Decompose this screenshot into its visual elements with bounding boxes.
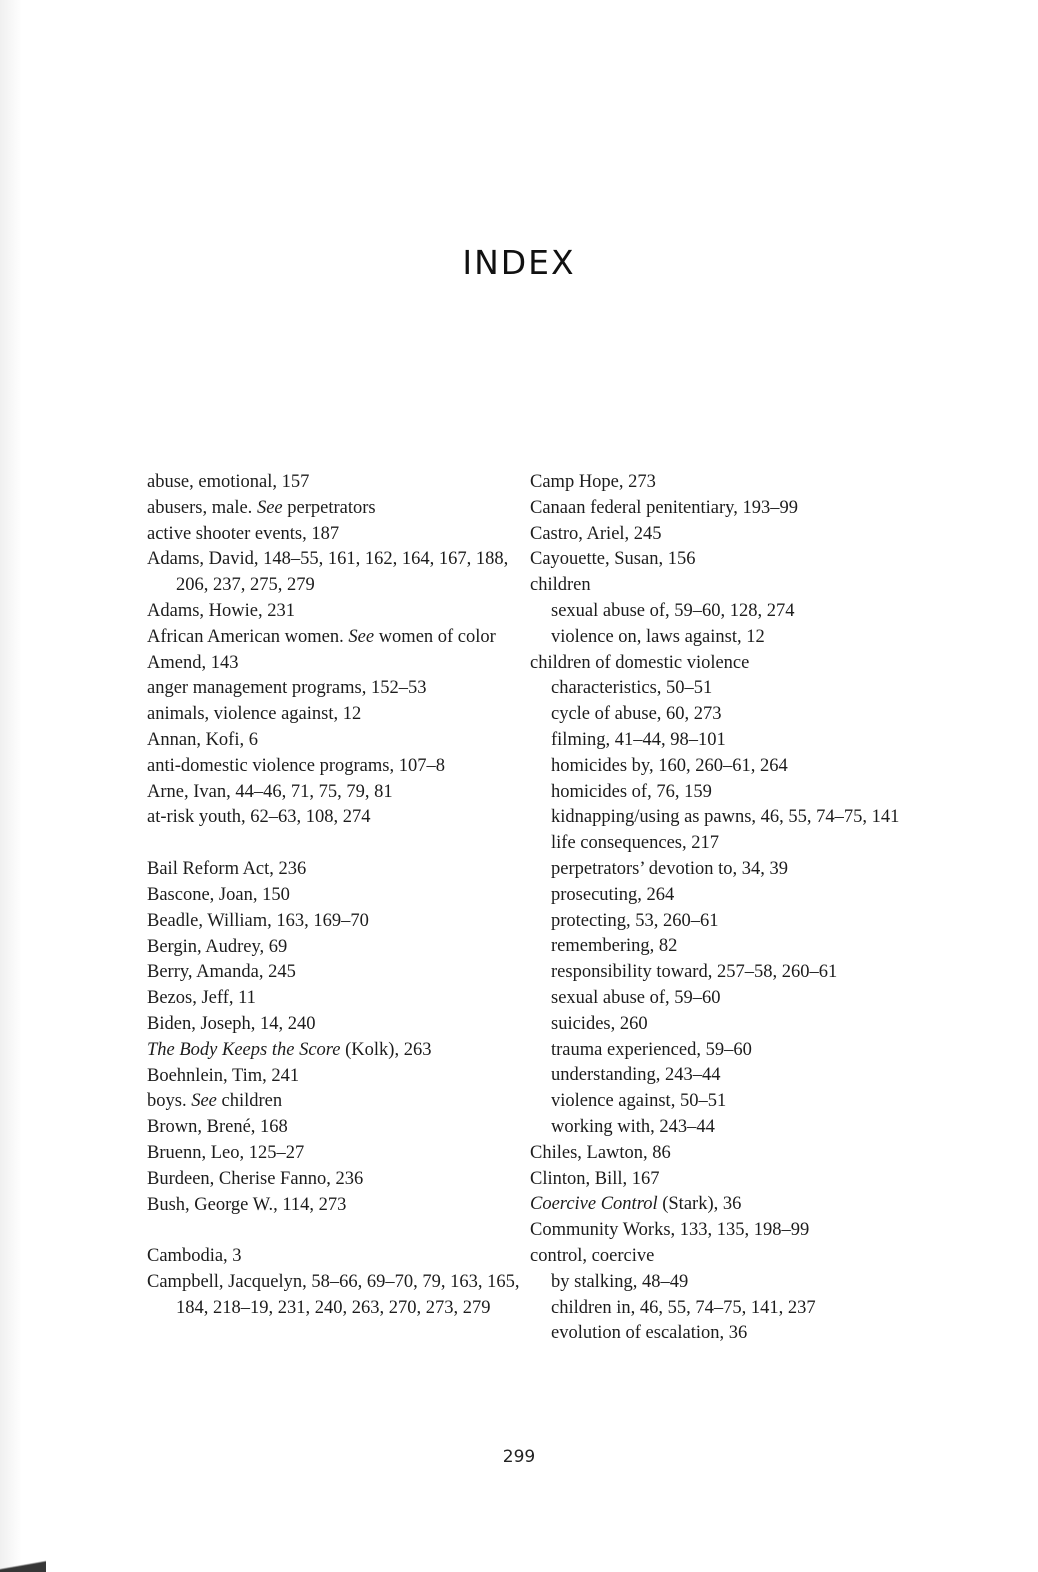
entry-text: African American women. — [147, 626, 349, 647]
scan-corner-mark — [0, 1554, 46, 1572]
index-entry: Boehnlein, Tim, 241 — [147, 1065, 300, 1086]
book-title: The Body Keeps the Score — [147, 1039, 341, 1060]
index-entry: Cayouette, Susan, 156 — [530, 549, 696, 570]
index-entry: Adams, David, 148–55, 161, 162, 164, 167, 188, 206, 237, 275, 279 — [147, 549, 509, 596]
index-entry: Campbell, Jacquelyn, 58–66, 69–70, 79, 163, 165, 184, 218–19, 231, 240, 263, 270, 273, 279 — [147, 1272, 520, 1318]
index-subentry: protecting, 53, 260–61 — [551, 910, 719, 931]
entry-text: (Kolk), 263 — [340, 1039, 432, 1060]
index-entry — [147, 496, 527, 522]
index-subentry: understanding, 243–44 — [551, 1065, 721, 1086]
index-subentry: perpetrators’ devotion to, 34, 39 — [551, 858, 789, 879]
index-entry: anti-domestic violence programs, 107–8 — [147, 755, 445, 776]
index-entry: Beadle, William, 163, 169–70 — [147, 910, 369, 931]
entry-text: perpetrators — [282, 497, 376, 518]
index-entry: Chiles, Lawton, 86 — [530, 1142, 671, 1163]
see-reference: See — [256, 497, 283, 518]
index-entry: Annan, Kofi, 6 — [147, 729, 258, 750]
index-entry: children of domestic violence — [530, 652, 750, 673]
index-entry: Arne, Ivan, 44–46, 71, 75, 79, 81 — [147, 781, 393, 802]
book-title: Coercive Control — [530, 1194, 658, 1215]
index-entry: Berry, Amanda, 245 — [147, 962, 296, 983]
index-entry — [147, 1038, 527, 1064]
index-subentry: homicides by, 160, 260–61, 264 — [551, 755, 788, 776]
index-subentry: remembering, 82 — [551, 936, 678, 957]
entry-text: abusers, male. — [147, 497, 257, 518]
index-subentry: children in, 46, 55, 74–75, 141, 237 — [551, 1297, 816, 1318]
index-entry: Castro, Ariel, 245 — [530, 523, 662, 544]
page-title: INDEX — [462, 243, 576, 282]
index-entry: Biden, Joseph, 14, 240 — [147, 1013, 316, 1034]
index-entry: abuse, emotional, 157 — [147, 472, 310, 492]
index-entry: Cambodia, 3 — [147, 1246, 242, 1267]
entry-text: (Stark), 36 — [657, 1194, 742, 1215]
index-entry — [530, 1192, 930, 1218]
index-subentry: violence on, laws against, 12 — [551, 626, 765, 647]
index-entry: Burdeen, Cherise Fanno, 236 — [147, 1168, 364, 1189]
entry-text: children — [216, 1091, 283, 1112]
index-entry: Adams, Howie, 231 — [147, 600, 295, 621]
entry-text: boys. — [147, 1091, 192, 1112]
index-subentry: evolution of escalation, 36 — [551, 1323, 748, 1344]
index-subentry: cycle of abuse, 60, 273 — [551, 704, 722, 725]
index-entry: Bezos, Jeff, 11 — [147, 988, 256, 1009]
index-subentry: working with, 243–44 — [551, 1116, 715, 1137]
index-subentry: prosecuting, 264 — [551, 884, 675, 905]
index-column-left — [147, 470, 527, 1322]
index-subentry: by stalking, 48–49 — [551, 1271, 689, 1292]
index-entry: Camp Hope, 273 — [530, 472, 656, 492]
letter-group-gap — [147, 1218, 527, 1244]
index-entry: Bail Reform Act, 236 — [147, 859, 307, 880]
index-subentry: sexual abuse of, 59–60, 128, 274 — [551, 600, 795, 621]
index-subentry: trauma experienced, 59–60 — [551, 1039, 752, 1060]
index-subentry: life consequences, 217 — [551, 833, 719, 854]
index-subentry: filming, 41–44, 98–101 — [551, 729, 726, 750]
index-subentry: sexual abuse of, 59–60 — [551, 987, 721, 1008]
letter-group-gap — [147, 831, 527, 857]
index-entry: Bruenn, Leo, 125–27 — [147, 1142, 305, 1163]
index-entry: anger management programs, 152–53 — [147, 678, 427, 699]
index-entry: active shooter events, 187 — [147, 523, 340, 544]
index-entry: Bascone, Joan, 150 — [147, 884, 290, 905]
index-entry: Amend, 143 — [147, 652, 239, 673]
see-reference: See — [348, 626, 375, 647]
index-subentry: responsibility toward, 257–58, 260–61 — [551, 962, 838, 983]
index-entry — [147, 1089, 527, 1115]
index-entry — [147, 625, 527, 651]
index-column-right — [530, 470, 930, 1347]
index-subentry: homicides of, 76, 159 — [551, 781, 712, 802]
index-subentry: suicides, 260 — [551, 1013, 648, 1034]
index-subentry: kidnapping/using as pawns, 46, 55, 74–75, 141 — [551, 807, 900, 828]
index-entry: Bergin, Audrey, 69 — [147, 936, 288, 957]
index-entry: Canaan federal penitentiary, 193–99 — [530, 497, 798, 518]
see-reference: See — [191, 1091, 217, 1112]
index-entry: at-risk youth, 62–63, 108, 274 — [147, 807, 371, 828]
page-number: 299 — [502, 1447, 536, 1467]
index-entry: children — [530, 575, 591, 596]
entry-text: women of color — [374, 626, 496, 647]
index-entry: Bush, George W., 114, 273 — [147, 1194, 347, 1215]
index-entry: control, coercive — [530, 1245, 655, 1266]
index-entry: Community Works, 133, 135, 198–99 — [530, 1220, 810, 1241]
index-entry: Brown, Brené, 168 — [147, 1117, 288, 1138]
index-entry: Clinton, Bill, 167 — [530, 1168, 660, 1189]
page-edge-shadow — [0, 0, 22, 1572]
index-subentry: characteristics, 50–51 — [551, 678, 713, 699]
index-entry: animals, violence against, 12 — [147, 704, 362, 725]
index-subentry: violence against, 50–51 — [551, 1091, 727, 1112]
